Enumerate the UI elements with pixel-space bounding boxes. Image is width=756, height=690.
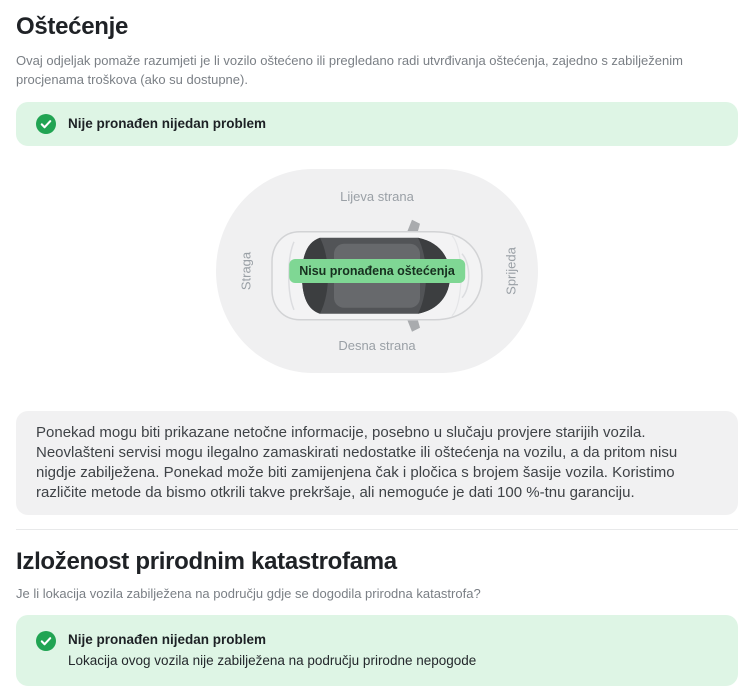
natural-disasters-title: Izloženost prirodnim katastrofama [16, 548, 397, 575]
check-circle-icon [36, 114, 56, 134]
damage-section-title: Oštećenje [16, 13, 129, 40]
banner-title: Nije pronađen nijedan problem [68, 632, 267, 647]
disasters-no-problem-banner [16, 615, 738, 686]
diagram-label-rear: Straga [238, 251, 254, 291]
vehicle-report-page [0, 12, 756, 686]
diagram-label-front: Sprijeda [503, 247, 519, 295]
diagram-label-right-side: Desna strana [338, 338, 416, 353]
natural-disasters-description: Je li lokacija vozila zabilježena na području gdje se dogodila prirodna katastrofa? [16, 586, 481, 601]
damage-section-description: Ovaj odjeljak pomaže razumjeti je li vozilo oštećeno ili pregledano radi utvrđivanja oštećenja, zajedno s zabilježenim procjenama troškova (ako su dostupne). [16, 53, 683, 87]
damage-section [16, 12, 738, 515]
check-circle-icon [36, 631, 56, 651]
banner-subtitle: Lokacija ovog vozila nije zabilježena na području prirodne nepogode [68, 653, 477, 668]
natural-disasters-section [16, 547, 738, 686]
banner-title: Nije pronađen nijedan problem [68, 116, 267, 131]
damage-no-problem-banner [16, 102, 738, 146]
diagram-label-left-side: Lijeva strana [340, 189, 414, 204]
section-divider [16, 529, 738, 530]
banner-text-group [68, 631, 476, 670]
car-damage-diagram [216, 169, 538, 373]
disclaimer-note: Ponekad mogu biti prikazane netočne informacije, posebno u slučaju provjere starijih vozila. Neovlašteni servisi mogu ilegalno zamaskirati nedostatke ili oštećenja na vozilu, a da pritom nisu nigdje zabilježena. Ponekad može biti zamijenjena čak i pločica s brojem šasije vozila. Koristimo različite metode da bismo otkrili takve prekršaje, ali nemoguće je dati 100 %-tnu garanciju. [16, 411, 738, 515]
no-damage-badge: Nisu pronađena oštećenja [289, 259, 465, 283]
